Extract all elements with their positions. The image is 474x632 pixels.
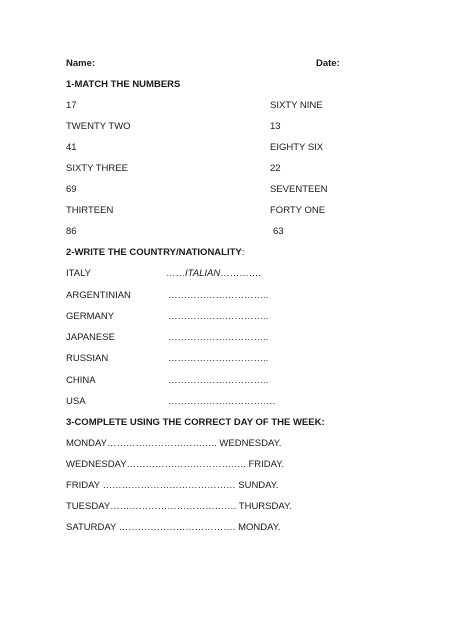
- day-start: SATURDAY: [66, 522, 119, 533]
- match-left-item: 41: [66, 142, 77, 153]
- example-answer: ITALIAN: [185, 268, 221, 279]
- match-right-item: 22: [270, 163, 281, 174]
- dots-leader: ………………………………..: [126, 459, 246, 470]
- day-start: TUESDAY: [66, 501, 111, 512]
- day-sequence-line: [66, 501, 292, 513]
- dots-leader: ………………………………….: [110, 501, 237, 512]
- section1-title: 1-MATCH THE NUMBERS: [66, 79, 181, 90]
- day-start: WEDNESDAY: [66, 459, 127, 470]
- section2-title: [66, 247, 244, 259]
- match-right-item: EIGHTY SIX: [270, 142, 324, 153]
- match-left-item: TWENTY TWO: [66, 121, 131, 132]
- nationality-answer-line: …………………………….: [168, 396, 276, 407]
- nationality-answer-line: [166, 268, 261, 280]
- match-right-item: 63: [273, 226, 284, 237]
- day-start: FRIDAY: [66, 480, 103, 491]
- nationality-answer-line: …………………………..: [168, 290, 269, 301]
- day-sequence-line: [66, 438, 281, 450]
- match-right-item: SEVENTEEN: [270, 184, 328, 195]
- country-label: USA: [66, 396, 86, 407]
- day-end: MONDAY.: [235, 522, 281, 533]
- nationality-answer-line: …………………………..: [168, 332, 269, 343]
- section3-title: 3-COMPLETE USING THE CORRECT DAY OF THE WEEK:: [66, 417, 325, 428]
- match-left-item: 17: [66, 100, 77, 111]
- day-end: FRIDAY.: [245, 459, 284, 470]
- nationality-answer-line: …………………………..: [168, 353, 269, 364]
- section2-title-colon: :: [241, 247, 245, 258]
- country-label: GERMANY: [66, 311, 115, 322]
- country-label: CHINA: [66, 375, 96, 386]
- match-right-item: FORTY ONE: [270, 205, 326, 216]
- day-end: SUNDAY.: [235, 480, 279, 491]
- section2-title-text: 2-WRITE THE COUNTRY/NATIONALITY: [66, 247, 242, 258]
- match-right-item: 13: [270, 121, 281, 132]
- nationality-answer-line: …………………………..: [168, 311, 269, 322]
- dots-leader: ……………………………….: [118, 522, 236, 533]
- dots-leader: ……: [166, 268, 185, 279]
- match-left-item: 86: [66, 226, 77, 237]
- dots-leader: ……………………………………: [102, 480, 236, 491]
- name-label: Name:: [66, 58, 96, 69]
- day-sequence-line: [66, 459, 284, 471]
- day-end: THURSDAY.: [236, 501, 292, 512]
- dots-leader: ……………………………..: [107, 438, 217, 449]
- match-left-item: SIXTY THREE: [66, 163, 128, 174]
- match-left-item: 69: [66, 184, 77, 195]
- day-sequence-line: [66, 522, 280, 534]
- dots-leader: ………….: [220, 268, 261, 279]
- nationality-answer-line: …………………………..: [168, 375, 269, 386]
- country-label: ITALY: [66, 268, 91, 279]
- match-right-item: SIXTY NINE: [270, 100, 323, 111]
- day-start: MONDAY: [66, 438, 107, 449]
- date-label: Date:: [316, 58, 340, 69]
- match-left-item: THIRTEEN: [66, 205, 114, 216]
- day-sequence-line: [66, 480, 279, 492]
- country-label: RUSSIAN: [66, 353, 109, 364]
- country-label: JAPANESE: [66, 332, 115, 343]
- country-label: ARGENTINIAN: [66, 290, 131, 301]
- day-end: WEDNESDAY.: [216, 438, 282, 449]
